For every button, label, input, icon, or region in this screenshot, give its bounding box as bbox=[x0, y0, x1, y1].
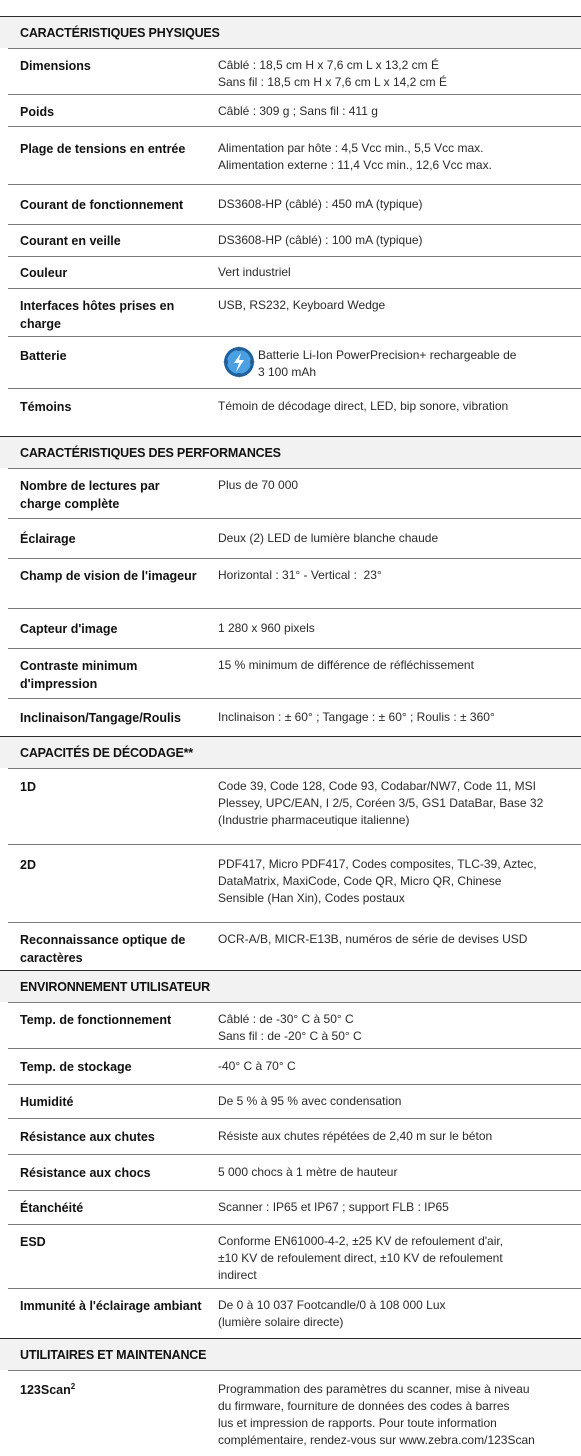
spec-value: -40° C à 70° C bbox=[218, 1059, 296, 1073]
spec-label: Poids bbox=[20, 105, 55, 119]
spec-label: Plage de tensions en entrée bbox=[20, 142, 186, 156]
spec-label: Temp. de stockage bbox=[20, 1060, 132, 1074]
spec-label: Immunité à l'éclairage ambiant bbox=[20, 1299, 202, 1313]
spec-label: Champ de vision de l'imageur bbox=[20, 569, 197, 583]
spec-value: OCR-A/B, MICR-E13B, numéros de série de devises USD bbox=[218, 932, 528, 946]
spec-row-ocr bbox=[8, 922, 581, 970]
spec-value: Témoin de décodage direct, LED, bip sonore, vibration bbox=[218, 399, 509, 413]
spec-value: Batterie Li-Ion PowerPrecision+ rechargeable de 3 100 mAh bbox=[252, 347, 581, 381]
spec-row-inclinaison bbox=[8, 698, 581, 736]
spec-value: USB, RS232, Keyboard Wedge bbox=[218, 298, 386, 312]
spec-label: ESD bbox=[20, 1235, 46, 1249]
spec-value: 5 000 chocs à 1 mètre de hauteur bbox=[218, 1165, 398, 1179]
spec-value: 15 % minimum de différence de réfléchissement bbox=[218, 658, 474, 672]
spec-row-interfaces bbox=[8, 288, 581, 336]
spec-label: Interfaces hôtes prises en charge bbox=[20, 299, 175, 331]
spec-value: PDF417, Micro PDF417, Codes composites, TLC-39, Aztec, DataMatrix, MaxiCode, Code QR, Micro QR, Chinese Sensible (Han Xin), Codes postaux bbox=[218, 857, 537, 905]
spec-label: Courant en veille bbox=[20, 234, 121, 248]
section-header-performance bbox=[0, 436, 581, 468]
spec-row-etancheite bbox=[8, 1190, 581, 1224]
spec-value: Programmation des paramètres du scanner, mise à niveau du firmware, fourniture de données des codes à barres lus et impression de rapports. Pour toute information complémentaire, rendez-vous sur www.zebra.com/123Scan bbox=[218, 1382, 535, 1447]
spec-value: Résiste aux chutes répétées de 2,40 m sur le béton bbox=[218, 1129, 493, 1143]
spec-row-poids bbox=[8, 94, 581, 126]
spec-value: Horizontal : 31° - Vertical : 23° bbox=[218, 568, 382, 582]
spec-row-courant-fonctionnement bbox=[8, 184, 581, 224]
spec-value: DS3608-HP (câblé) : 450 mA (typique) bbox=[218, 197, 423, 211]
spec-value: Scanner : IP65 et IP67 ; support FLB : IP65 bbox=[218, 1200, 449, 1214]
spec-label: Capteur d'image bbox=[20, 622, 118, 636]
section-title: CARACTÉRISTIQUES PHYSIQUES bbox=[20, 25, 220, 40]
spec-label: Résistance aux chocs bbox=[20, 1166, 151, 1180]
section-header-decode bbox=[0, 736, 581, 768]
spec-label: 123Scan$^2$ bbox=[20, 1381, 76, 1397]
spec-row-tension bbox=[8, 126, 581, 184]
spec-row-temp-stockage bbox=[8, 1048, 581, 1084]
spec-label: Reconnaissance optique de caractères bbox=[20, 933, 186, 965]
spec-value: Vert industriel bbox=[218, 265, 291, 279]
spec-value: Deux (2) LED de lumière blanche chaude bbox=[218, 531, 439, 545]
section-header-physical bbox=[0, 16, 581, 48]
spec-label: Couleur bbox=[20, 266, 68, 280]
spec-label: Dimensions bbox=[20, 59, 91, 73]
spec-row-chutes bbox=[8, 1118, 581, 1154]
spec-label: 1D bbox=[20, 780, 36, 794]
spec-row-humidite bbox=[8, 1084, 581, 1118]
spec-value: Inclinaison : ± 60° ; Tangage : ± 60° ; Roulis : ± 360° bbox=[218, 710, 495, 724]
spec-row-temoins bbox=[8, 388, 581, 424]
spec-value: Câblé : 18,5 cm H x 7,6 cm L x 13,2 cm É Sans fil : 18,5 cm H x 7,6 cm L x 14,2 cm É bbox=[218, 58, 447, 89]
spec-value: Câblé : 309 g ; Sans fil : 411 g bbox=[218, 104, 378, 118]
spec-row-couleur bbox=[8, 256, 581, 288]
spec-value: De 0 à 10 037 Footcandle/0 à 108 000 Lux (lumière solaire directe) bbox=[218, 1298, 446, 1329]
spec-row-immunite bbox=[8, 1288, 581, 1338]
spec-value: Alimentation par hôte : 4,5 Vcc min., 5,5 Vcc max. Alimentation externe : 11,4 Vcc min., 12,6 Vcc max. bbox=[218, 141, 492, 172]
spec-label: Temp. de fonctionnement bbox=[20, 1013, 172, 1027]
battery-badge-icon bbox=[222, 345, 256, 379]
spec-row-batterie bbox=[8, 336, 581, 388]
spec-value: DS3608-HP (câblé) : 100 mA (typique) bbox=[218, 233, 423, 247]
section-title: CAPACITÉS DE DÉCODAGE** bbox=[20, 745, 193, 760]
spec-label: Témoins bbox=[20, 400, 72, 414]
section-title: CARACTÉRISTIQUES DES PERFORMANCES bbox=[20, 445, 281, 460]
spec-label: Étanchéité bbox=[20, 1201, 84, 1215]
section-title: UTILITAIRES ET MAINTENANCE bbox=[20, 1347, 207, 1362]
spec-row-2d bbox=[8, 844, 581, 922]
spec-row-capteur bbox=[8, 608, 581, 648]
spec-label: Inclinaison/Tangage/Roulis bbox=[20, 711, 181, 725]
spec-value: Code 39, Code 128, Code 93, Codabar/NW7, Code 11, MSI Plessey, UPC/EAN, I 2/5, Coréen 3/5, GS1 DataBar, Base 32 (Industrie pharmaceutique italienne) bbox=[218, 779, 544, 827]
spec-label: Résistance aux chutes bbox=[20, 1130, 155, 1144]
spec-value: De 5 % à 95 % avec condensation bbox=[218, 1094, 402, 1108]
spec-value: Câblé : de -30° C à 50° C Sans fil : de -20° C à 50° C bbox=[218, 1012, 362, 1043]
spec-label: 2D bbox=[20, 858, 36, 872]
spec-row-eclairage bbox=[8, 518, 581, 558]
spec-label: Contraste minimum d'impression bbox=[20, 659, 138, 691]
spec-row-lectures bbox=[8, 468, 581, 518]
spec-row-1d bbox=[8, 768, 581, 844]
section-header-environment bbox=[0, 970, 581, 1002]
spec-label: Courant de fonctionnement bbox=[20, 198, 184, 212]
spec-row-123scan bbox=[8, 1370, 581, 1456]
spec-label: Éclairage bbox=[20, 532, 76, 546]
spec-value: Conforme EN61000-4-2, ±25 KV de refoulement d'air, ±10 KV de refoulement direct, ±10 KV de refoulement indirect bbox=[218, 1234, 504, 1282]
section-header-utilities bbox=[0, 1338, 581, 1370]
spec-row-temp-fonctionnement bbox=[8, 1002, 581, 1048]
spec-label: Nombre de lectures par charge complète bbox=[20, 479, 160, 511]
spec-row-contraste bbox=[8, 648, 581, 698]
spec-value: Plus de 70 000 bbox=[218, 478, 299, 492]
spec-row-chocs bbox=[8, 1154, 581, 1190]
spec-row-esd bbox=[8, 1224, 581, 1288]
spec-row-champ bbox=[8, 558, 581, 608]
section-title: ENVIRONNEMENT UTILISATEUR bbox=[20, 979, 210, 994]
spec-label: Batterie bbox=[20, 349, 67, 363]
spec-value: 1 280 x 960 pixels bbox=[218, 621, 315, 635]
spec-row-courant-veille bbox=[8, 224, 581, 256]
spec-row-dimensions bbox=[8, 48, 581, 94]
spec-label: Humidité bbox=[20, 1095, 74, 1109]
